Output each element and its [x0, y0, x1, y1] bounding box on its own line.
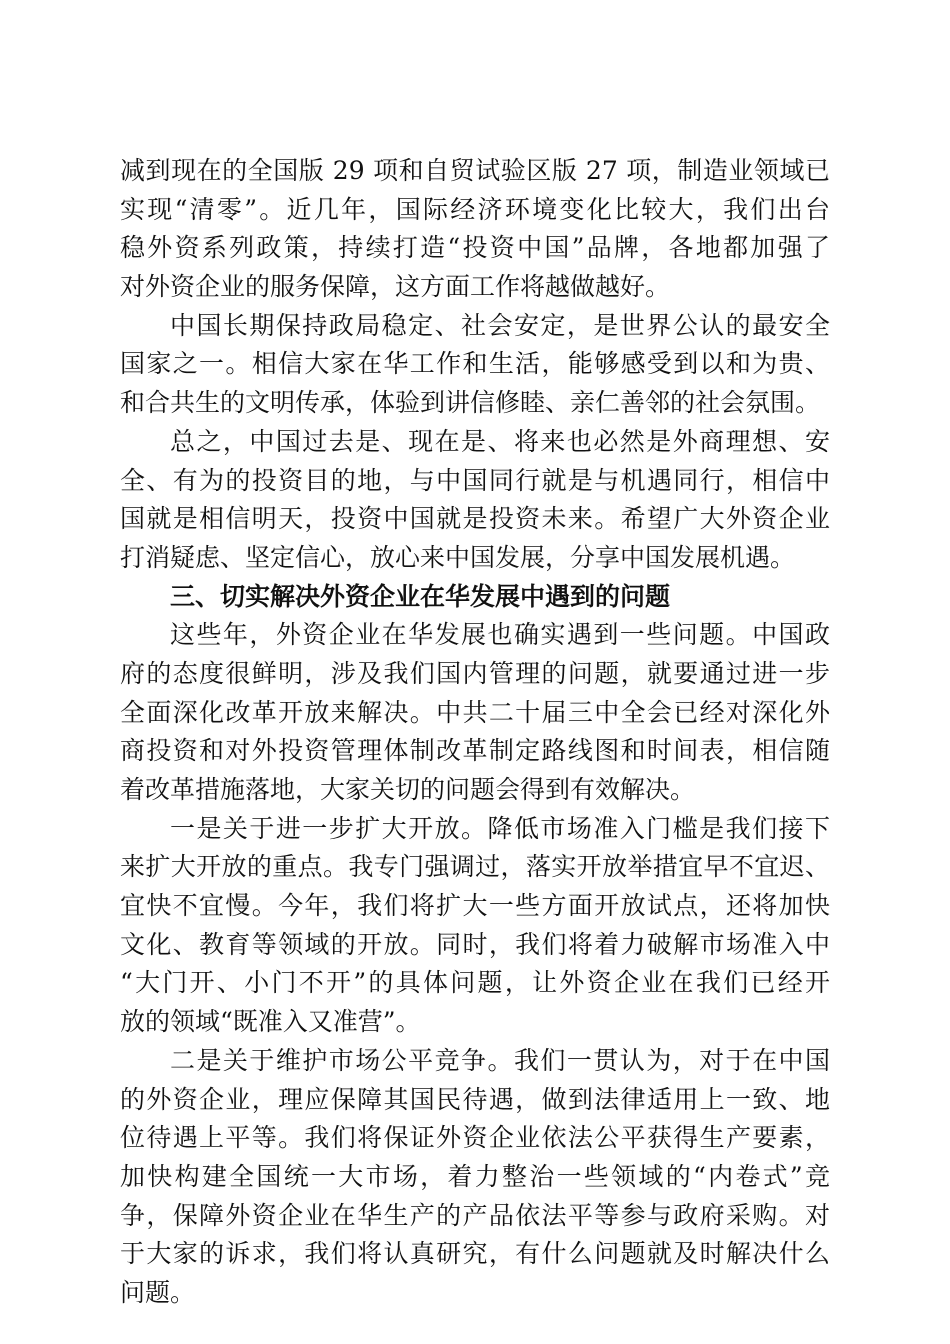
text-line: 二是关于维护市场公平竞争。我们一贯认为，对于在中国: [170, 1045, 830, 1075]
body-paragraph: [120, 616, 830, 809]
text-line: 这些年，外资企业在华发展也确实遇到一些问题。中国政: [170, 620, 830, 650]
text-line: 国家之一。相信大家在华工作和生活，能够感受到以和为贵、: [120, 349, 830, 379]
text-line: 减到现在的全国版 29 项和自贸试验区版 27 项，制造业领域已: [120, 156, 830, 185]
text-line: 全、有为的投资目的地，与中国同行就是与机遇同行，相信中: [120, 465, 830, 495]
text-line: 位待遇上平等。我们将保证外资企业依法公平获得生产要素，: [120, 1123, 830, 1153]
text-line: 稳外资系列政策，持续打造“投资中国”品牌，各地都加强了: [120, 233, 830, 263]
text-line: 加快构建全国统一大市场，着力整治一些领域的“内卷式”竞: [120, 1161, 830, 1191]
text-line: 问题。: [120, 1277, 196, 1307]
text-line: 于大家的诉求，我们将认真研究，有什么问题就及时解决什么: [120, 1239, 830, 1269]
text-line: 争，保障外资企业在华生产的产品依法平等参与政府采购。对: [120, 1200, 830, 1230]
text-line: 商投资和对外投资管理体制改革制定路线图和时间表，相信随: [120, 736, 830, 766]
text-line: 着改革措施落地，大家关切的问题会得到有效解决。: [120, 775, 696, 804]
text-line: 宜快不宜慢。今年，我们将扩大一些方面开放试点，还将加快: [120, 891, 830, 921]
body-paragraph: [120, 1042, 830, 1313]
text-line: 打消疑虑、坚定信心，放心来中国发展，分享中国发展机遇。: [120, 542, 796, 572]
section-heading: [120, 578, 830, 617]
text-line: 总之，中国过去是、现在是、将来也必然是外商理想、安: [170, 426, 830, 456]
text-line: 三、切实解决外资企业在华发展中遇到的问题: [170, 581, 671, 611]
text-line: 全面深化改革开放来解决。中共二十届三中全会已经对深化外: [120, 697, 830, 727]
text-line: 放的领域“既准入又准营”。: [120, 1007, 421, 1037]
text-line: 对外资企业的服务保障，这方面工作将越做越好。: [120, 272, 671, 302]
text-line: “大门开、小门不开”的具体问题，让外资企业在我们已经开: [120, 968, 830, 998]
text-line: 府的态度很鲜明，涉及我们国内管理的问题，就要通过进一步: [120, 658, 830, 688]
text-line: 实现“清零”。近几年，国际经济环境变化比较大，我们出台: [120, 194, 830, 224]
body-paragraph: [120, 152, 830, 307]
text-line: 中国长期保持政局稳定、社会安定，是世界公认的最安全: [170, 310, 830, 340]
body-paragraph: [120, 810, 830, 1042]
text-line: 的外资企业，理应保障其国民待遇，做到法律适用上一致、地: [120, 1084, 830, 1114]
text-line: 和合共生的文明传承，体验到讲信修睦、亲仁善邻的社会氛围。: [120, 388, 821, 418]
text-line: 一是关于进一步扩大开放。降低市场准入门槛是我们接下: [170, 813, 830, 843]
body-paragraph: [120, 423, 830, 578]
text-line: 来扩大开放的重点。我专门强调过，落实开放举措宜早不宜迟、: [120, 852, 830, 882]
text-line: 国就是相信明天，投资中国就是投资未来。希望广大外资企业: [120, 504, 830, 534]
document-page: [120, 152, 830, 1313]
text-line: 文化、教育等领域的开放。同时，我们将着力破解市场准入中: [120, 929, 830, 959]
body-paragraph: [120, 307, 830, 423]
